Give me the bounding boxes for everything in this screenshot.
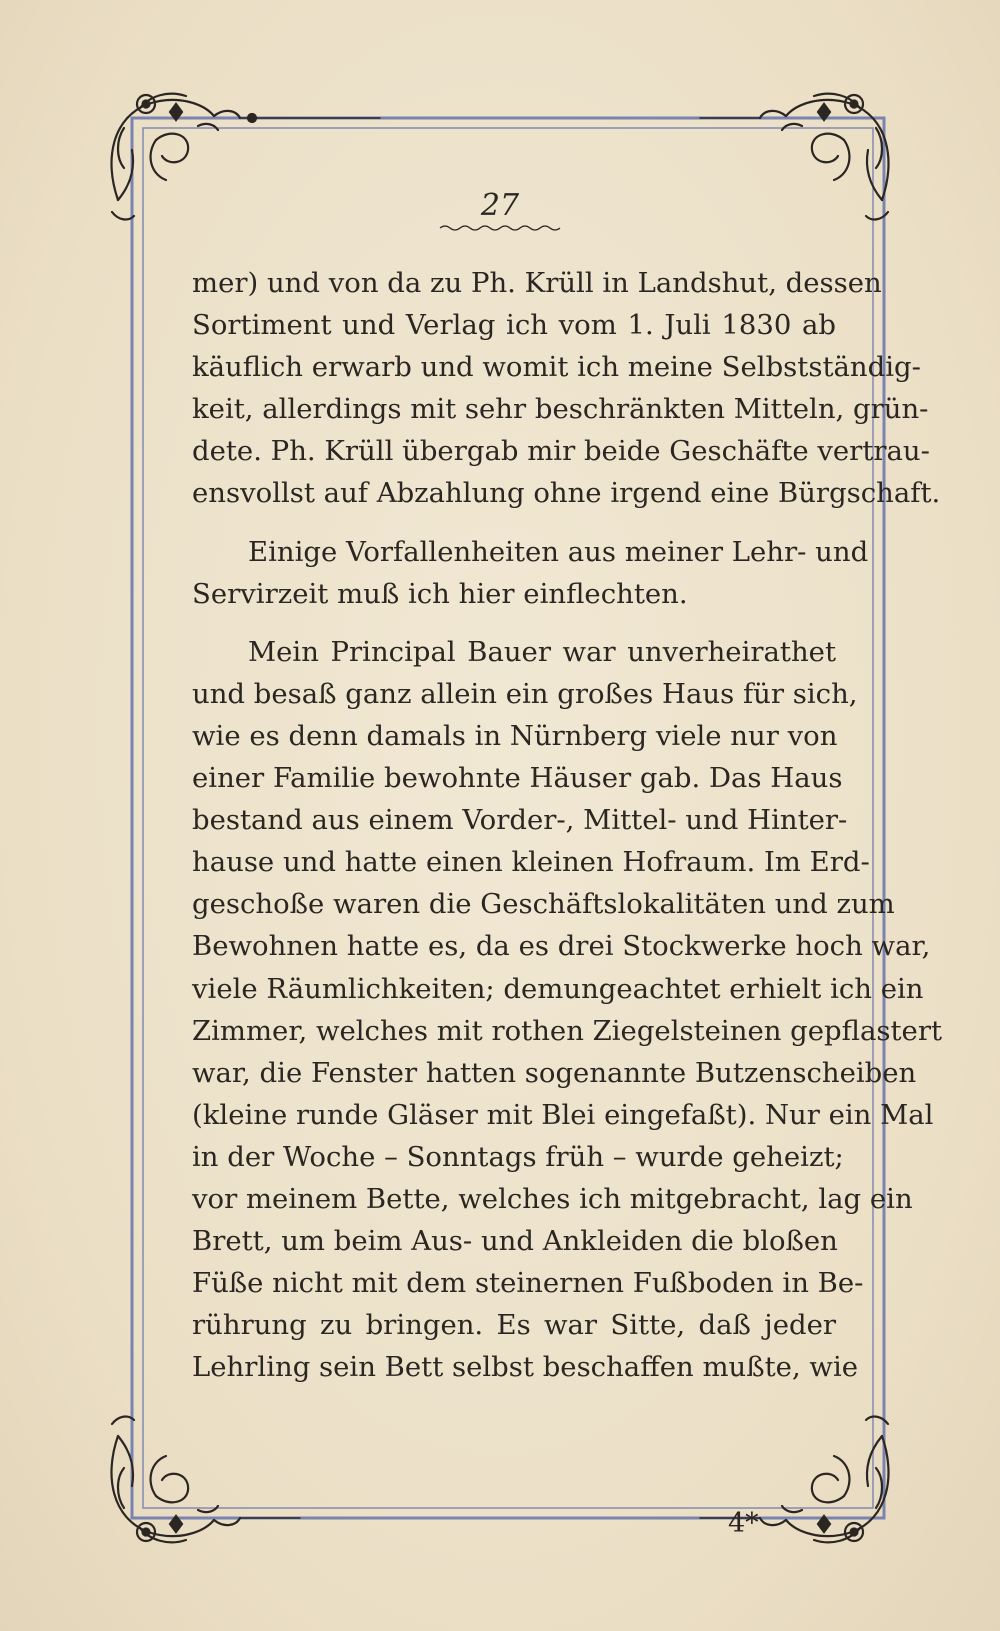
text-line: keit, allerdings mit sehr beschränkten Mitteln, grün- xyxy=(192,393,929,426)
text-line: bestand aus einem Vorder-, Mittel- und Hinter- xyxy=(192,804,848,837)
text-line: (kleine runde Gläser mit Blei eingefaßt). Nur ein Mal xyxy=(192,1098,934,1131)
text-line: Brett, um beim Aus- und Ankleiden die bloßen xyxy=(192,1225,838,1258)
text-line: Lehrling sein Bett selbst beschaffen mußte, wie xyxy=(192,1351,859,1384)
text-line: Zimmer, welches mit rothen Ziegelsteinen gepflastert xyxy=(192,1014,943,1047)
text-line: rührung zu bringen. Es war Sitte, daß jeder xyxy=(192,1309,836,1342)
text-line: hause und hatte einen kleinen Hofraum. Im Erd- xyxy=(192,846,870,879)
text-line: geschoße waren die Geschäftslokalitäten und zum xyxy=(192,888,895,921)
text-line: Bewohnen hatte es, da es drei Stockwerke hoch war, xyxy=(192,930,931,963)
text-line: mer) und von da zu Ph. Krüll in Landshut, dessen xyxy=(192,267,882,299)
text-line: käuflich erwarb und womit ich meine Selbstständig- xyxy=(192,351,921,384)
page-number: 27 xyxy=(480,188,520,223)
text-line: ensvollst auf Abzahlung ohne irgend eine Bürgschaft. xyxy=(192,477,941,510)
body-text xyxy=(192,262,943,1388)
text-line: einer Familie bewohnte Häuser gab. Das Haus xyxy=(192,762,843,795)
text-line: wie es denn damals in Nürnberg viele nur von xyxy=(192,719,838,752)
text-line: in der Woche – Sonntags früh – wurde geheizt; xyxy=(192,1140,844,1173)
text-line: Füße nicht mit dem steinernen Fußboden in Be- xyxy=(192,1267,864,1300)
signature-mark: 4* xyxy=(728,1508,759,1539)
text-line: Einige Vorfallenheiten aus meiner Lehr- und xyxy=(248,535,869,568)
paragraph-gap xyxy=(192,615,836,631)
text-line: Servirzeit muß ich hier einflechten. xyxy=(192,577,688,610)
text-line: war, die Fenster hatten sogenannte Butzenscheiben xyxy=(192,1056,917,1089)
corner-top-right-ornament-icon xyxy=(700,94,889,220)
text-line: Sortiment und Verlag ich vom 1. Juli 1830 ab xyxy=(192,309,836,342)
number-underline-wavy-rule-icon xyxy=(440,226,560,230)
text-line: viele Räumlichkeiten; demungeachtet erhielt ich ein xyxy=(192,972,924,1005)
text-line: und besaß ganz allein ein großes Haus für sich, xyxy=(192,677,858,710)
corner-top-left-ornament-icon xyxy=(111,94,380,220)
text-line: vor meinem Bette, welches ich mitgebracht, lag ein xyxy=(192,1182,913,1215)
corner-bottom-left-ornament-icon xyxy=(111,1417,300,1543)
paragraph-gap xyxy=(192,515,836,531)
text-line: Mein Principal Bauer war unverheirathet xyxy=(248,635,836,668)
text-line: dete. Ph. Krüll übergab mir beide Geschäfte vertrau- xyxy=(192,435,930,468)
